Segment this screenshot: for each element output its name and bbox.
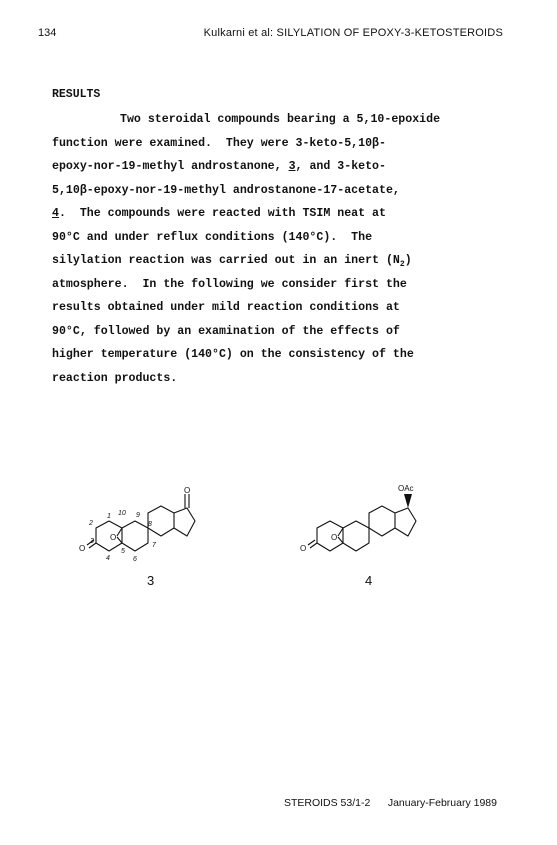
atom-number: 6 bbox=[133, 556, 137, 563]
text-span: silylation reaction was carried out in an inert (N bbox=[52, 254, 400, 267]
running-title: Kulkarni et al: SILYLATION OF EPOXY-3-KETOSTEROIDS bbox=[203, 27, 503, 39]
text-line: reaction products. bbox=[52, 371, 178, 385]
section-title: RESULTS bbox=[52, 88, 101, 101]
atom-number: 1 bbox=[107, 513, 111, 520]
compound-ref: 4 bbox=[52, 207, 59, 220]
ketone-oxygen-17: O bbox=[184, 486, 191, 495]
acetate-group: OAc bbox=[398, 484, 414, 493]
text-line: atmosphere. In the following we consider first the bbox=[52, 277, 407, 291]
atom-number: 10 bbox=[118, 510, 126, 517]
journal-date: January-February 1989 bbox=[387, 797, 497, 809]
journal-name: STEROIDS 53/1-2 bbox=[283, 797, 371, 809]
text-line: 90°C and under reflux conditions (140°C). The bbox=[52, 230, 373, 244]
text-line: 5,10β-epoxy-nor-19-methyl androstanone-17-acetate, bbox=[52, 183, 400, 197]
compound-4-label: 4 bbox=[365, 573, 373, 588]
text-span: . The compounds were reacted with TSIM neat at bbox=[58, 207, 386, 220]
text-line: higher temperature (140°C) on the consistency of the bbox=[52, 348, 414, 361]
text-span: , and 3-keto- bbox=[295, 160, 386, 173]
compound-ref: 3 bbox=[288, 160, 296, 173]
atom-number: 9 bbox=[136, 512, 140, 519]
atom-number: 5 bbox=[121, 548, 125, 555]
page-number: 134 bbox=[38, 27, 57, 39]
ketone-oxygen-3: O bbox=[300, 544, 307, 553]
text-line: results obtained under mild reaction conditions at bbox=[52, 301, 400, 314]
text-line: Two steroidal compounds bearing a 5,10-epoxide bbox=[120, 113, 441, 126]
atom-number: 7 bbox=[152, 542, 156, 549]
text-span: ) bbox=[404, 254, 412, 267]
text-line: function were examined. They were 3-keto-5,10β- bbox=[52, 136, 386, 150]
epoxide-oxygen: O bbox=[110, 533, 117, 542]
text-span: epoxy-nor-19-methyl androstanone, bbox=[52, 160, 289, 173]
epoxide-oxygen: O bbox=[331, 533, 338, 542]
subscript: 2 bbox=[399, 260, 405, 269]
journal-footer bbox=[284, 797, 497, 809]
atom-number: 3 bbox=[90, 538, 94, 545]
text-line: 90°C, followed by an examination of the effects of bbox=[52, 324, 400, 338]
ketone-oxygen-3: O bbox=[79, 544, 86, 553]
atom-number: 8 bbox=[148, 521, 152, 528]
atom-number: 4 bbox=[106, 555, 110, 562]
atom-number: 2 bbox=[89, 520, 93, 527]
compound-3-label: 3 bbox=[147, 573, 155, 588]
